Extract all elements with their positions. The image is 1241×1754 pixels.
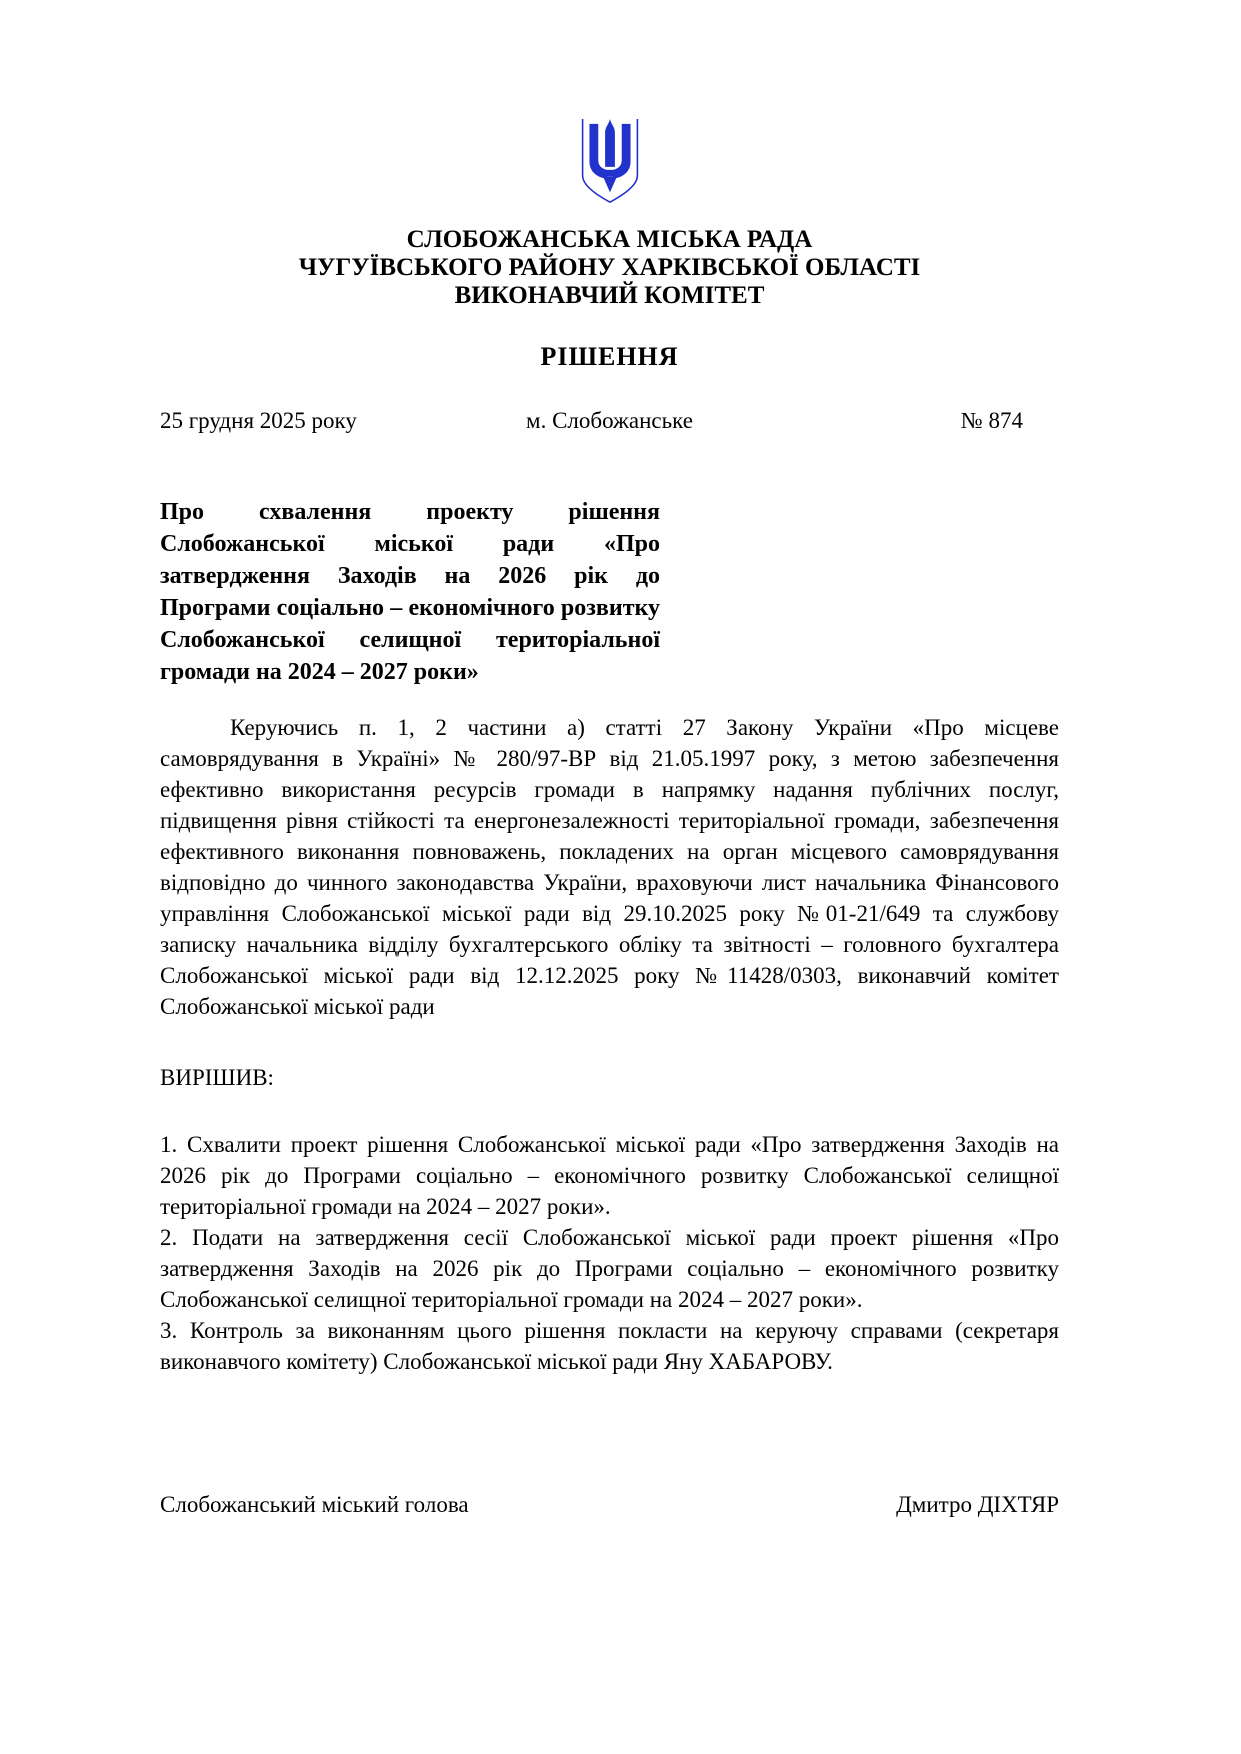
preamble-paragraph: Керуючись п. 1, 2 частини а) статті 27 Закону України «Про місцеве самоврядування в Україні» № 280/97-ВР від 21.05.1997 року, з метою забезпечення ефективно використання ресурсів громади в напрямку надання публічних послуг, підвищення рівня стійкості та енергонезалежності територіальної громади, забезпечення ефективного виконання повноважень, покладених на орган місцевого самоврядування відповідно до чинного законодавства України, враховуючи лист начальника Фінансового управління Слобожанської міської ради від 29.10.2025 року №01-21/649 та службову записку начальника відділу бухгалтерського обліку та звітності – головного бухгалтера Слобожанської міської ради від 12.12.2025 року №11428/0303, виконавчий комітет Слобожанської міської ради bbox=[160, 715, 1059, 1019]
org-name-line2: ЧУГУЇВСЬКОГО РАЙОНУ ХАРКІВСЬКОЇ ОБЛАСТІ bbox=[298, 254, 921, 281]
signature-row bbox=[160, 1489, 1059, 1520]
signatory-position: Слобожанський міський голова bbox=[160, 1492, 469, 1517]
resolution-item-3: 3. Контроль за виконанням цього рішення покласти на керуючу справами (секретаря виконавчого комітету) Слобожанської міської ради Яну ХАБАРОВУ. bbox=[160, 1318, 1059, 1374]
resolution-items bbox=[160, 1129, 1059, 1377]
dateline-row bbox=[160, 406, 1059, 436]
document-number: № 874 bbox=[960, 408, 1023, 433]
document-title: Про схвалення проекту рішення Слобожанської міської ради «Про затвердження Заходів на 2026 рік до Програми соціально – економічного розвитку Слобожанської селищної територіальної громади на 2024 – 2027 роки» bbox=[160, 499, 660, 685]
document-place: м. Слобожанське bbox=[526, 408, 693, 433]
resolution-item-1: 1. Схвалити проект рішення Слобожанської міської ради «Про затвердження Заходів на 2026 рік до Програми соціально – економічного розвитку Слобожанської селищної територіальної громади на 2024 – 2027 роки». bbox=[160, 1132, 1059, 1219]
organization-header bbox=[160, 226, 1059, 310]
org-name-line1: СЛОБОЖАНСЬКА МІСЬКА РАДА bbox=[406, 226, 813, 253]
ukraine-trident-emblem-icon bbox=[578, 195, 642, 212]
resolved-label: ВИРІШИВ: bbox=[160, 1065, 274, 1090]
document-type-heading: РІШЕННЯ bbox=[540, 342, 679, 371]
org-name-line3: ВИКОНАВЧИЙ КОМІТЕТ bbox=[454, 282, 765, 309]
document-date: 25 грудня 2025 року bbox=[160, 408, 357, 433]
resolution-item-2: 2. Подати на затвердження сесії Слобожанської міської ради проект рішення «Про затвердження Заходів на 2026 рік до Програми соціально – економічного розвитку Слобожанської селищної територіальної громади на 2024 – 2027 роки». bbox=[160, 1225, 1059, 1312]
emblem-container bbox=[160, 0, 1059, 208]
signatory-name: Дмитро ДІХТЯР bbox=[896, 1492, 1059, 1517]
